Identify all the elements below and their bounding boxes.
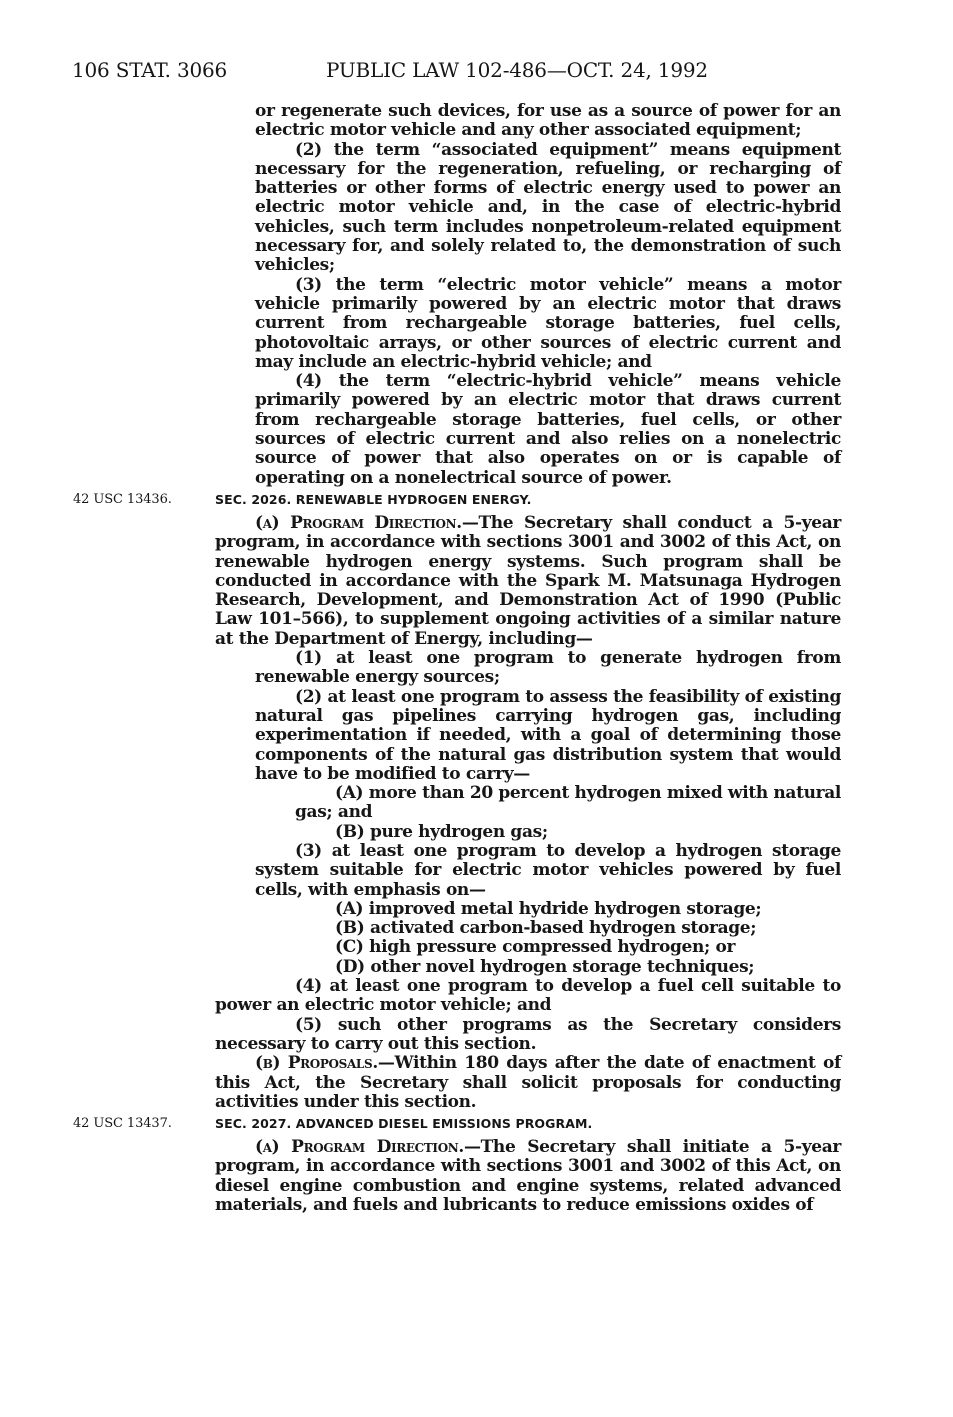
subsection-a-2027 bbox=[215, 1138, 841, 1215]
paragraph-item-4: (4) at least one program to develop a fuel cell suitable to power an electric motor vehicle; and bbox=[215, 976, 841, 1016]
law-title: PUBLIC LAW 102-486—OCT. 24, 1992 bbox=[326, 58, 708, 82]
paragraph-item-5: (5) such other programs as the Secretary considers necessary to carry out this section. bbox=[215, 1014, 841, 1054]
subparagraph-3d: (D) other novel hydrogen storage techniques; bbox=[335, 956, 755, 977]
subparagraph-3c: (C) high pressure compressed hydrogen; or bbox=[335, 937, 736, 958]
margin-citation-13436: 42 USC 13436. bbox=[73, 491, 172, 507]
subparagraph-3a: (A) improved metal hydride hydrogen storage; bbox=[335, 898, 762, 919]
subsection-text: —Within 180 days after the date of enactment of this Act, the Secretary shall solicit proposals for conducting activities under this section. bbox=[215, 1053, 841, 1112]
paragraph-item-1: (1) at least one program to generate hydrogen from renewable energy sources; bbox=[255, 648, 841, 688]
section-heading-2026 bbox=[73, 491, 841, 509]
subsection-text: —The Secretary shall conduct a 5-year program, in accordance with sections 3001 and 3002 of this Act, on renewable hydrogen energy systems. Such program shall be conducted in accordance with the Spark M. Matsunaga Hydrogen Research, Development, and Demonstration Act of 1990 (Public Law 101–566), to supplement ongoing activities of a similar nature at the Department of Energy, including— bbox=[215, 512, 841, 649]
subsection-b-2026 bbox=[215, 1054, 841, 1112]
subparagraph-2b: (B) pure hydrogen gas; bbox=[335, 821, 548, 842]
subsection-text: —The Secretary shall initiate a 5-year program, in accordance with sections 3001 and 3002 of this Act, on diesel engine combustion and engine systems, related advanced materials, and fuels and lubricants to reduce emissions oxides of bbox=[215, 1137, 842, 1216]
paragraph-definition-4: (4) the term “electric-hybrid vehicle” means vehicle primarily powered by an electric motor that draws current from rechargeable storage batteries, fuel cells, or other sources of electric current and also relies on a nonelectric source of power that also operates on or is capable of operating on a nonelectrical source of power. bbox=[255, 371, 841, 488]
paragraph-b1: or regenerate such devices, for use as a source of power for an electric motor vehicle and any other associated equipment; bbox=[255, 101, 841, 141]
section-heading-2027 bbox=[73, 1115, 841, 1133]
subsection-a-2026 bbox=[215, 514, 841, 649]
paragraph-definition-2: (2) the term “associated equipment” means equipment necessary for the regeneration, refueling, or recharging of batteries or other forms of electric energy used to power an electric motor vehicle and, in the case of electric-hybrid vehicles, such term includes nonpetroleum-related equipment necessary for, and solely related to, the demonstration of such vehicles; bbox=[255, 139, 841, 276]
subparagraph-3b: (B) activated carbon-based hydrogen storage; bbox=[335, 918, 757, 939]
section-title-2027: SEC. 2027. ADVANCED DIESEL EMISSIONS PROGRAM. bbox=[215, 1116, 593, 1132]
paragraph-definition-3: (3) the term “electric motor vehicle” means a motor vehicle primarily powered by an electric motor that draws current from rechargeable storage batteries, fuel cells, photovoltaic arrays, or other sources of electric current and may include an electric-hybrid vehicle; and bbox=[255, 274, 841, 372]
statute-citation: 106 STAT. 3066 bbox=[72, 58, 228, 82]
subsection-label: (a) Program Direction. bbox=[255, 1137, 464, 1158]
margin-citation-13437: 42 USC 13437. bbox=[73, 1116, 172, 1132]
subsection-label: (b) Proposals. bbox=[255, 1053, 378, 1074]
page-header bbox=[72, 58, 852, 88]
paragraph-item-3: (3) at least one program to develop a hydrogen storage system suitable for electric motor vehicles powered by fuel cells, with emphasis on— bbox=[255, 840, 841, 900]
body-text bbox=[73, 101, 842, 1216]
subparagraph-2a: (A) more than 20 percent hydrogen mixed with natural gas; and bbox=[295, 783, 841, 823]
section-title-2026: SEC. 2026. RENEWABLE HYDROGEN ENERGY. bbox=[215, 491, 532, 507]
paragraph-item-2: (2) at least one program to assess the feasibility of existing natural gas pipelines carrying hydrogen gas, including experimentation if needed, with a goal of determining those components of the natural gas distribution system that would have to be modified to carry— bbox=[255, 686, 841, 784]
subsection-label: (a) Program Direction. bbox=[255, 512, 462, 533]
